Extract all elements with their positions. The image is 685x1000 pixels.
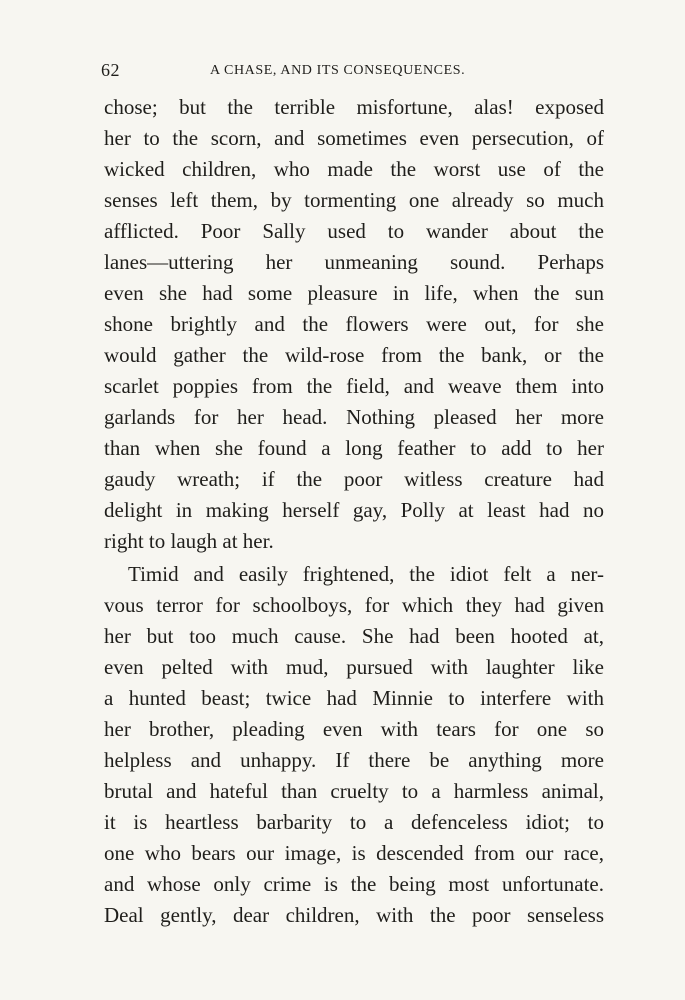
running-title: A CHASE, AND ITS CONSEQUENCES. [210, 63, 466, 78]
text-line: gaudy wreath; if the poor witless creature had [104, 467, 604, 491]
body-text [104, 92, 604, 931]
text-line: one who bears our image, is descended from our race, [104, 841, 604, 865]
text-line: a hunted beast; twice had Minnie to interfere with [104, 686, 604, 710]
text-line: right to laugh at her. [104, 529, 274, 553]
text-line: Deal gently, dear children, with the poor senseless [104, 903, 604, 927]
text-line: shone brightly and the flowers were out, for she [104, 312, 604, 336]
text-line: even she had some pleasure in life, when the sun [104, 281, 604, 305]
text-line: lanes—uttering her unmeaning sound. Perhaps [104, 250, 604, 274]
text-line: it is heartless barbarity to a defenceless idiot; to [104, 810, 604, 834]
text-line: chose; but the terrible misfortune, alas! exposed [104, 95, 604, 119]
paragraph-1 [104, 92, 604, 557]
text-line: delight in making herself gay, Polly at least had no [104, 498, 604, 522]
page-number: 62 [101, 60, 120, 80]
text-line: Timid and easily frightened, the idiot felt a ner- [128, 562, 604, 586]
text-line: afflicted. Poor Sally used to wander about the [104, 219, 604, 243]
text-line: helpless and unhappy. If there be anything more [104, 748, 604, 772]
text-line: wicked children, who made the worst use of the [104, 157, 604, 181]
text-line: brutal and hateful than cruelty to a harmless animal, [104, 779, 604, 803]
text-line: her brother, pleading even with tears for one so [104, 717, 604, 741]
text-line: her but too much cause. She had been hooted at, [104, 624, 604, 648]
text-line: even pelted with mud, pursued with laughter like [104, 655, 604, 679]
text-line: garlands for her head. Nothing pleased her more [104, 405, 604, 429]
text-line: vous terror for schoolboys, for which they had given [104, 593, 604, 617]
text-line: senses left them, by tormenting one already so much [104, 188, 604, 212]
text-line: than when she found a long feather to add to her [104, 436, 604, 460]
text-line: would gather the wild-rose from the bank, or the [104, 343, 604, 367]
paragraph-2 [104, 559, 604, 931]
text-line: her to the scorn, and sometimes even persecution, of [104, 126, 604, 150]
text-line: scarlet poppies from the field, and weave them into [104, 374, 604, 398]
text-line: and whose only crime is the being most unfortunate. [104, 872, 604, 896]
